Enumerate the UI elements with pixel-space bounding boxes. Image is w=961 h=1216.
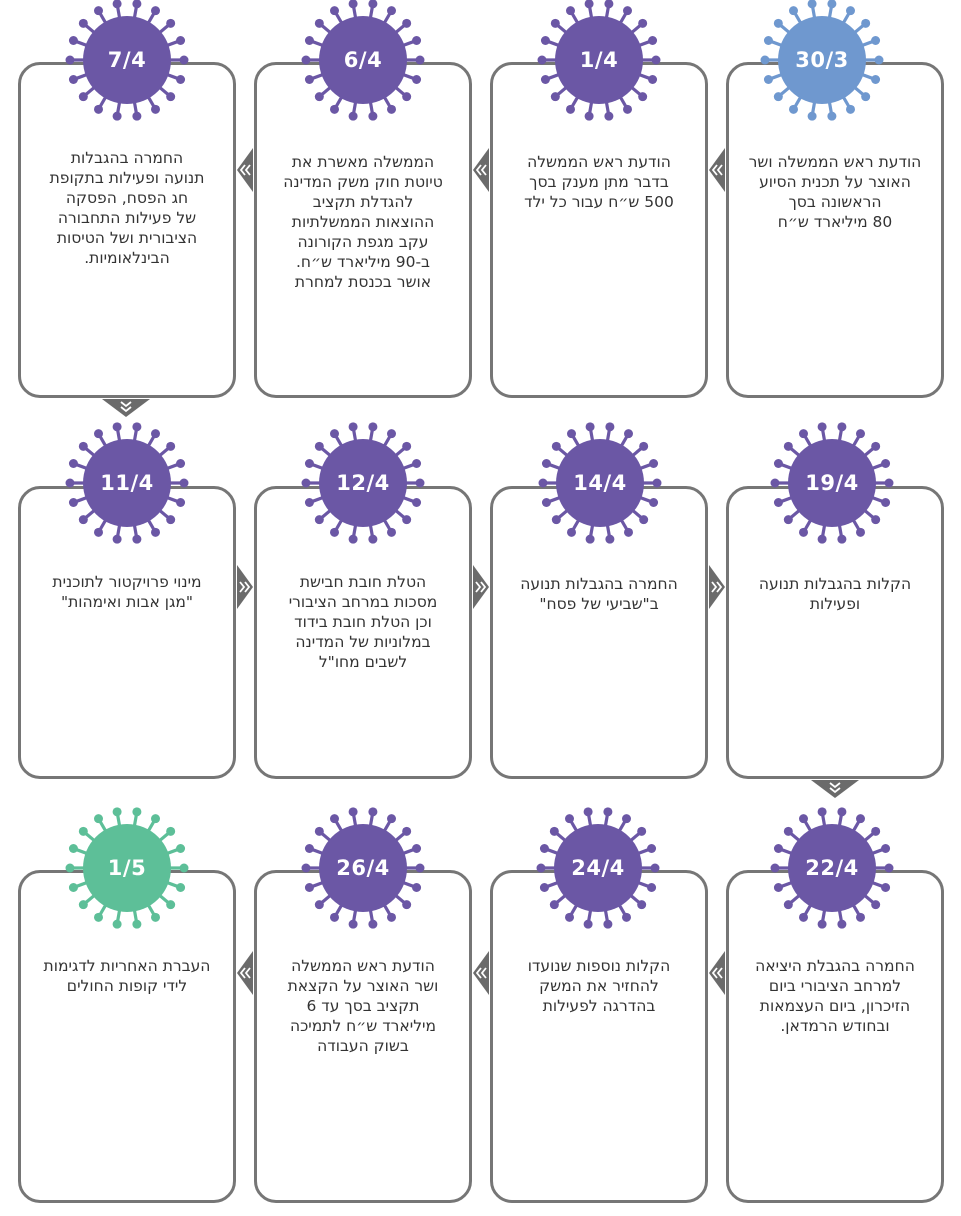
connector-arrow-left	[707, 148, 727, 192]
step-date-1-5: 1/5	[107, 856, 147, 880]
connector-arrow-left	[235, 951, 255, 995]
connector-arrow-left	[235, 148, 255, 192]
step-date-1-4: 1/4	[579, 48, 619, 72]
virus-icon-1-4	[534, 0, 664, 125]
step-text-26-4: הודעת ראש הממשלה ושר האוצר על הקצאת תקציב בסך עד 6 מיליארד ש״ח לתמיכה בשוק העבודה	[287, 957, 439, 1055]
step-date-7-4: 7/4	[107, 48, 147, 72]
virus-icon-7-4	[62, 0, 192, 125]
step-date-19-4: 19/4	[805, 471, 859, 495]
step-text-6-4: הממשלה מאשרת את טיוטת חוק משק המדינה להגדלת תקציב ההוצאות הממשלתיות עקב מגפת הקורונה ב-90 מיליארד ש״ח. אושר בכנסת למחרת	[283, 153, 443, 291]
virus-icon-6-4	[298, 0, 428, 125]
virus-icon-1-5	[62, 803, 192, 933]
virus-icon-19-4	[767, 418, 897, 548]
connector-arrow-right	[235, 565, 255, 609]
step-text-12-4: הטלת חובת חבישת מסכות במרחב הציבורי וכן הטלת חובת בידוד במלוניות של המדינה לשבים מחו"ל	[288, 573, 438, 671]
virus-icon-24-4	[533, 803, 663, 933]
step-text-24-4: הקלות נוספות שנועדו להחזיר את המשק בהדרגה לפעילות	[527, 957, 671, 1015]
step-text-7-4: החמרה בהגבלות תנועה ופעילות בתקופת חג הפסח, הפסקה של פעילות התחבורה הציבורית ושל הטיסות הבינלאומיות.	[49, 149, 205, 267]
connector-arrow-down	[102, 397, 150, 419]
step-text-30-3: הודעת ראש הממשלה ושר האוצר על תכנית הסיוע הראשונה בסך 80 מיליארד ש״ח	[748, 153, 922, 231]
step-date-22-4: 22/4	[805, 856, 859, 880]
connector-arrow-left	[707, 951, 727, 995]
step-date-12-4: 12/4	[336, 471, 390, 495]
virus-icon-11-4	[62, 418, 192, 548]
virus-icon-30-3	[757, 0, 887, 125]
step-date-14-4: 14/4	[573, 471, 627, 495]
step-date-26-4: 26/4	[336, 856, 390, 880]
step-date-11-4: 11/4	[100, 471, 154, 495]
step-text-1-4: הודעת ראש הממשלה בדבר מתן מענק בסך 500 ש״ח עבור כל ילד	[524, 153, 674, 211]
step-text-1-5: העברת האחריות לדגימות לידי קופות החולים	[43, 957, 211, 995]
step-date-6-4: 6/4	[343, 48, 383, 72]
connector-arrow-right	[471, 565, 491, 609]
virus-icon-26-4	[298, 803, 428, 933]
virus-icon-14-4	[535, 418, 665, 548]
step-date-30-3: 30/3	[795, 48, 849, 72]
step-text-11-4: מינוי פרויקטור לתוכנית "מגן אבות ואימהות"	[52, 573, 202, 611]
step-date-24-4: 24/4	[571, 856, 625, 880]
connector-arrow-left	[471, 951, 491, 995]
step-text-19-4: הקלות בהגבלות תנועה ופעילות	[758, 575, 912, 613]
connector-arrow-down	[811, 778, 859, 800]
connector-arrow-right	[707, 565, 727, 609]
virus-icon-12-4	[298, 418, 428, 548]
step-text-14-4: החמרה בהגבלות תנועה ב"שביעי של פסח"	[520, 575, 678, 613]
connector-arrow-left	[471, 148, 491, 192]
step-text-22-4: החמרה בהגבלת היציאה למרחב הציבורי ביום הזיכרון, ביום העצמאות ובחודש הרמדאן.	[755, 957, 915, 1035]
virus-icon-22-4	[767, 803, 897, 933]
